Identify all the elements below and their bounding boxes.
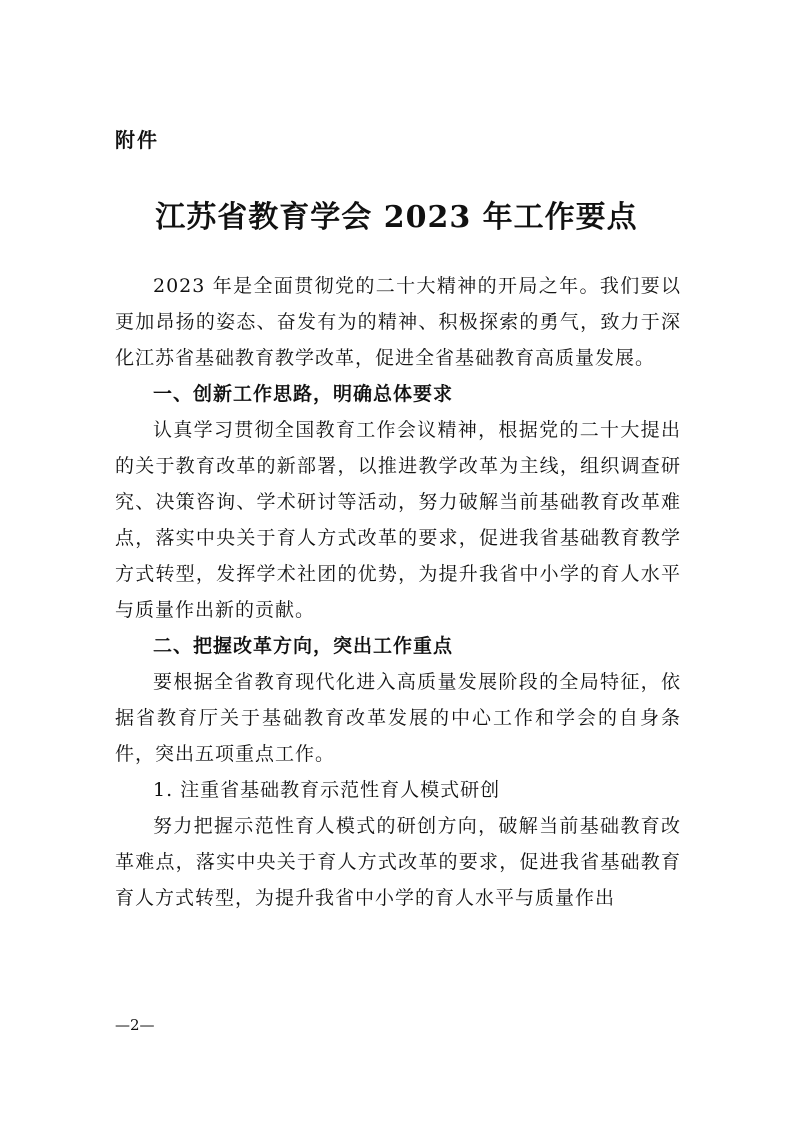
- section-2-heading: 二、把握改革方向，突出工作重点: [153, 635, 454, 657]
- document-body: [115, 268, 681, 916]
- page-number: —2—: [115, 1016, 155, 1034]
- section-1-paragraph: 认真学习贯彻全国教育工作会议精神，根据党的二十大提出的关于教育改革的新部署，以推进教学改革为主线，组织调查研究、决策咨询、学术研讨等活动，努力破解当前基础教育改革难点，落实中央关于育人方式改革的要求，促进我省基础教育教学方式转型，发挥学术社团的优势，为提升我省中小学的育人水平与质量作出新的贡献。: [115, 419, 681, 621]
- attachment-label: 附件: [115, 128, 159, 152]
- section-2-paragraph: 要根据全省教育现代化进入高质量发展阶段的全局特征，依据省教育厅关于基础教育改革发展的中心工作和学会的自身条件，突出五项重点工作。: [115, 671, 681, 765]
- item-1-paragraph: 努力把握示范性育人模式的研创方向，破解当前基础教育改革难点，落实中央关于育人方式改革的要求，促进我省基础教育育人方式转型，为提升我省中小学的育人水平与质量作出: [115, 815, 681, 909]
- intro-paragraph: 2023 年是全面贯彻党的二十大精神的开局之年。我们要以更加昂扬的姿态、奋发有为的精神、积极探索的勇气，致力于深化江苏省基础教育教学改革，促进全省基础教育高质量发展。: [115, 275, 681, 369]
- document-title: 江苏省教育学会 2023 年工作要点: [155, 200, 638, 235]
- item-1-heading: 1. 注重省基础教育示范性育人模式研创: [153, 779, 501, 801]
- section-1-heading: 一、创新工作思路，明确总体要求: [153, 383, 454, 405]
